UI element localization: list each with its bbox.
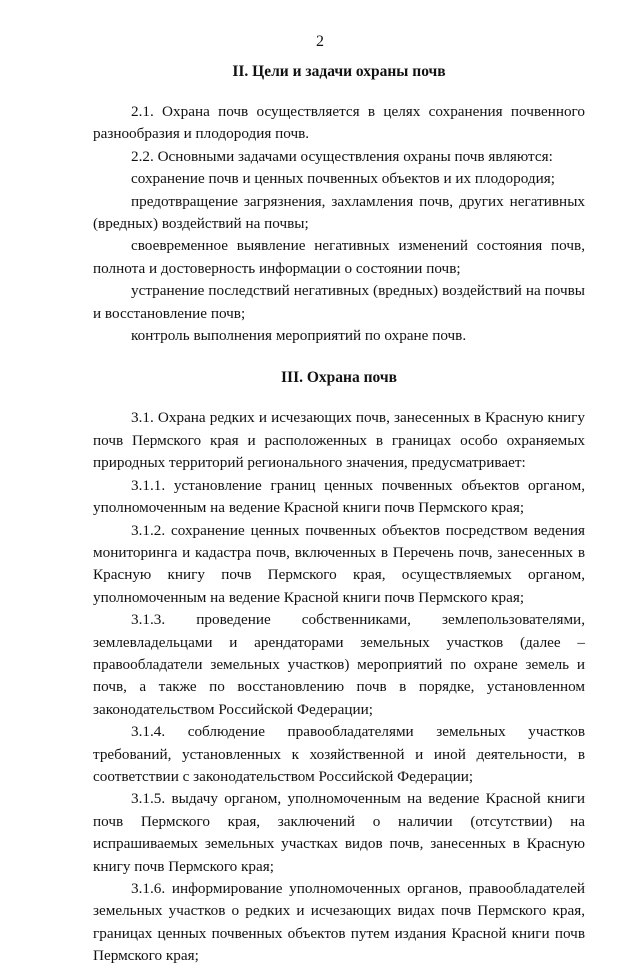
paragraph-3-1: 3.1. Охрана редких и исчезающих почв, занесенных в Красную книгу почв Пермского края и расположенных в границах особо охраняемых природных территорий регионального значения, предусматривает: [93, 409, 585, 472]
paragraph-3-1-1: 3.1.1. установление границ ценных почвенных объектов органом, уполномоченным на ведение Красной книги почв Пермского края; [93, 476, 585, 517]
task-elimination: устранение последствий негативных (вредных) воздействий на почвы и восстановление почв; [93, 282, 585, 322]
paragraph-3-1-2: 3.1.2. сохранение ценных почвенных объектов посредством ведения мониторинга и кадастра почв, включенных в Перечень почв, занесенных в Красную книгу почв Пермского края, осуществляемых органом, уполномоченным на ведение Красной книги почв Пермского края; [93, 521, 585, 606]
paragraph-3-1-4: 3.1.4. соблюдение правообладателями земельных участков требований, установленных к хозяйственной и иной деятельности, в соответствии с законодательством Российской Федерации; [93, 723, 585, 785]
section-3-body [93, 407, 585, 967]
paragraph-2-1: 2.1. Охрана почв осуществляется в целях сохранения почвенного разнообразия и плодородия почв. [93, 103, 585, 143]
paragraph-3-1-3: 3.1.3. проведение собственниками, землепользователями, землевладельцами и арендаторами земельных участков (далее – правообладатели земельных участков) мероприятий по охране земель и почв, а также по восстановлению почв в порядке, установленном законодательством Российской Федерации; [93, 611, 585, 718]
paragraph-2-2: 2.2. Основными задачами осуществления охраны почв являются: [131, 147, 553, 165]
task-preservation: сохранение почв и ценных почвенных объектов и их плодородия; [131, 170, 555, 188]
paragraph-3-1-6: 3.1.6. информирование уполномоченных органов, правообладателей земельных участков о редких и исчезающих видах почв Пермского края, границах ценных почвенных объектов путем издания Красной книги почв Пермского края; [93, 880, 585, 965]
task-detection: своевременное выявление негативных изменений состояния почв, полнота и достоверность информации о состоянии почв; [93, 237, 585, 277]
task-control: контроль выполнения мероприятий по охране почв. [131, 327, 467, 345]
document-body [93, 60, 585, 968]
section-2-heading: II. Цели и задачи охраны почв [232, 63, 446, 80]
section-3-heading: III. Охрана почв [281, 369, 397, 387]
page-number: 2 [316, 33, 324, 50]
paragraph-3-1-5: 3.1.5. выдачу органом, уполномоченным на ведение Красной книги почв Пермского края, заключений о наличии (отсутствии) на испрашиваемых земельных участках видов почв, занесенных в Красную книгу почв Пермского края; [93, 790, 585, 875]
section-2-body [93, 101, 585, 347]
task-prevention: предотвращение загрязнения, захламления почв, других негативных (вредных) воздействий на почвы; [93, 192, 585, 233]
